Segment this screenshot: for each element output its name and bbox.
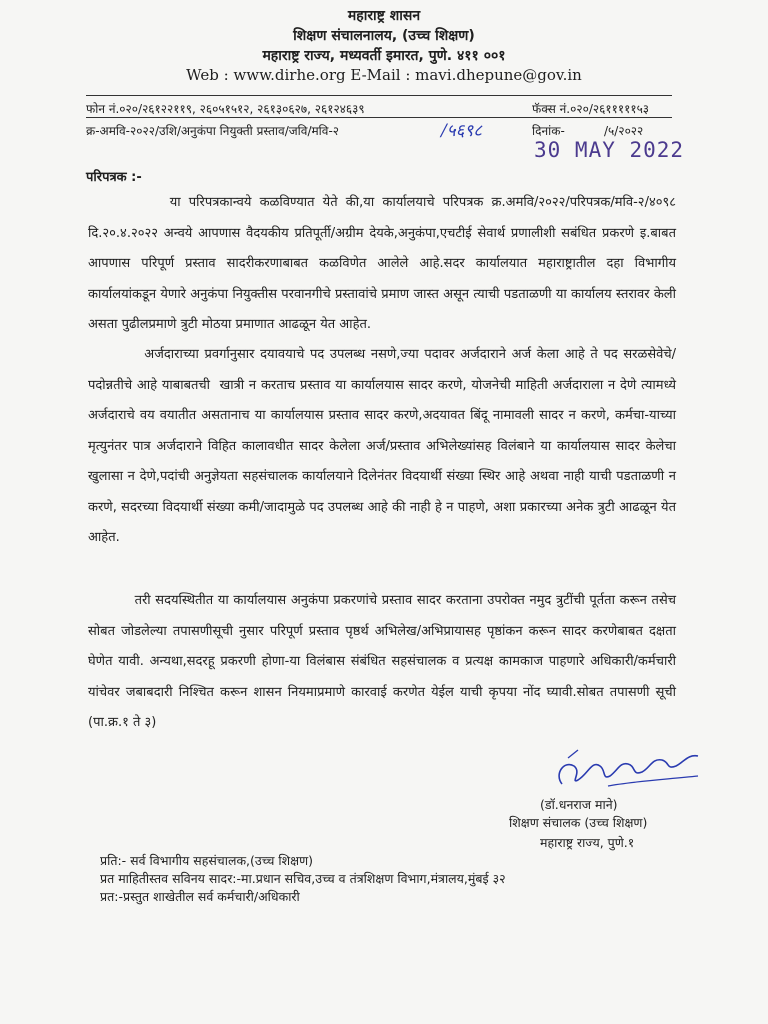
handwritten-signature	[548, 740, 708, 798]
fax-number: फॅक्स नं.०२०/२६१११११५३	[532, 102, 650, 116]
signatory-title: शिक्षण संचालक (उच्च शिक्षण)	[509, 815, 648, 830]
phone-numbers: फोन नं.०२०/२६१२२११९, २६०५१५१२, २६१३०६२७, २६१२४६३९	[86, 102, 365, 116]
date-label: दिनांक-	[532, 124, 565, 138]
handwritten-outward-number: /५६९८	[441, 121, 483, 141]
web-email-line: Web : www.dirhe.org E-Mail : mavi.dhepune@gov.in	[186, 66, 582, 84]
copy-to-line-1: प्रति:- सर्व विभागीय सहसंचालक,(उच्च शिक्षण)	[100, 853, 313, 868]
date-stamp: 30 MAY 2022	[534, 138, 685, 162]
reference-number: क्र-अमवि-२०२२/उशि/अनुकंपा नियुक्ती प्रस्ताव/जवि/मवि-२	[86, 124, 340, 138]
circular-heading: परिपत्रक :-	[86, 170, 142, 185]
government-name: महाराष्ट्र शासन	[347, 8, 421, 24]
date-value: /५/२०२२	[604, 124, 644, 138]
paragraph-3: तरी सदयस्थितीत या कार्यालयास अनुकंपा प्रकरणांचे प्रस्ताव सादर करताना उपरोक्त नमुद त्रुटींची पूर्तता करून तसेच सोबत जोडलेल्या तपासणीसूची नुसार परिपूर्ण प्रस्ताव पृष्ठर्थ अभिलेख/अभिप्रायासह पृष्ठांकन करून सादर करणेबाबत दक्षता घेणेत यावी. अन्यथा,सदरहू प्रकरणी होणा-या विलंबास संबंधित सहसंचालक व प्रत्यक्ष कामकाज पाहणारे अधिकारी/कर्मचारी यांचेवर जबाबदारी निश्चित करून शासन नियमाप्रमाणे कारवाई करणेत येईल याची कृपया नोंद घ्यावी.सोबत तपासणी सूची (पा.क्र.१ ते ३)	[88, 593, 681, 730]
divider-middle	[86, 117, 672, 118]
copy-to-line-3: प्रत:-प्रस्तुत शाखेतील सर्व कर्मचारी/अधिकारी	[100, 889, 300, 904]
divider-top	[86, 95, 672, 96]
signatory-place: महाराष्ट्र राज्य, पुणे.१	[540, 835, 635, 850]
paragraph-2: अर्जदाराच्या प्रवर्गानुसार दयावयाचे पद उपलब्ध नसणे,ज्या पदावर अर्जदाराने अर्ज केला आहे ते पद सरळसेवेचे/पदोन्नतीचे आहे याबाबतची खात्री न करताच प्रस्ताव या कार्यालयास सादर करणे, योजनेची माहिती अर्जदाराला न देणे त्यामध्ये अर्जदाराचे वय वयातीत असतानाच या कार्यालयास प्रस्ताव सादर करणे,अदयावत बिंदू नामावली सादर न करणे, कर्मचा-याच्या मृत्युनंतर पात्र अर्जदाराने विहित कालावधीत सादर केलेला अर्ज/प्रस्ताव अभिलेख्यांसह विलंबाने या कार्यालयास सादर केलेचा खुलासा न देणे,पदांची अनुज्ञेयता सहसंचालक कार्यालयाने दिलेनंतर विदयार्थी संख्या स्थिर आहे अथवा नाही याची पडताळणी न करणे, सदरच्या विदयार्थी संख्या कमी/जादामुळे पद उपलब्ध आहे की नाही हे न पाहणे, अशा प्रकारच्या अनेक त्रुटी आढळून येत आहेत.	[88, 347, 681, 545]
office-address: महाराष्ट्र राज्य, मध्यवर्ती इमारत, पुणे. ४११ ००१	[262, 48, 506, 64]
directorate-name: शिक्षण संचालनालय, (उच्च शिक्षण)	[293, 28, 475, 44]
signatory-name: (डॉ.धनराज माने)	[540, 797, 618, 812]
paragraph-1: या परिपत्रकान्वये कळविण्यात येते की,या कार्यालयाचे परिपत्रक क्र.अमवि/२०२२/परिपत्रक/मवि-२/४०९८ दि.२०.४.२०२२ अन्वये आपणास वैदयकीय प्रतिपूर्ती/अग्रीम देयके,अनुकंपा,एचटीई सेवार्थ प्रणालीशी सबंधित प्रकरणे इ.बाबत आपणास परिपूर्ण प्रस्ताव सादरीकरणाबाबत कळविणेत आलेले आहे.सदर कार्यालयात महाराष्ट्रातील दहा विभागीय कार्यालयांकडून येणारे अनुकंपा नियुक्तीस परवानगीचे प्रस्तावांचे प्रमाण जास्त असून त्याची पडताळणी या कार्यालय स्तरावर केली असता पुढीलप्रमाणे त्रुटी मोठया प्रमाणात आढळून येत आहेत.	[88, 195, 681, 332]
copy-to-line-2: प्रत माहितीस्तव सविनय सादर:-मा.प्रधान सचिव,उच्च व तंत्रशिक्षण विभाग,मंत्रालय,मुंबई ३२	[100, 871, 506, 886]
